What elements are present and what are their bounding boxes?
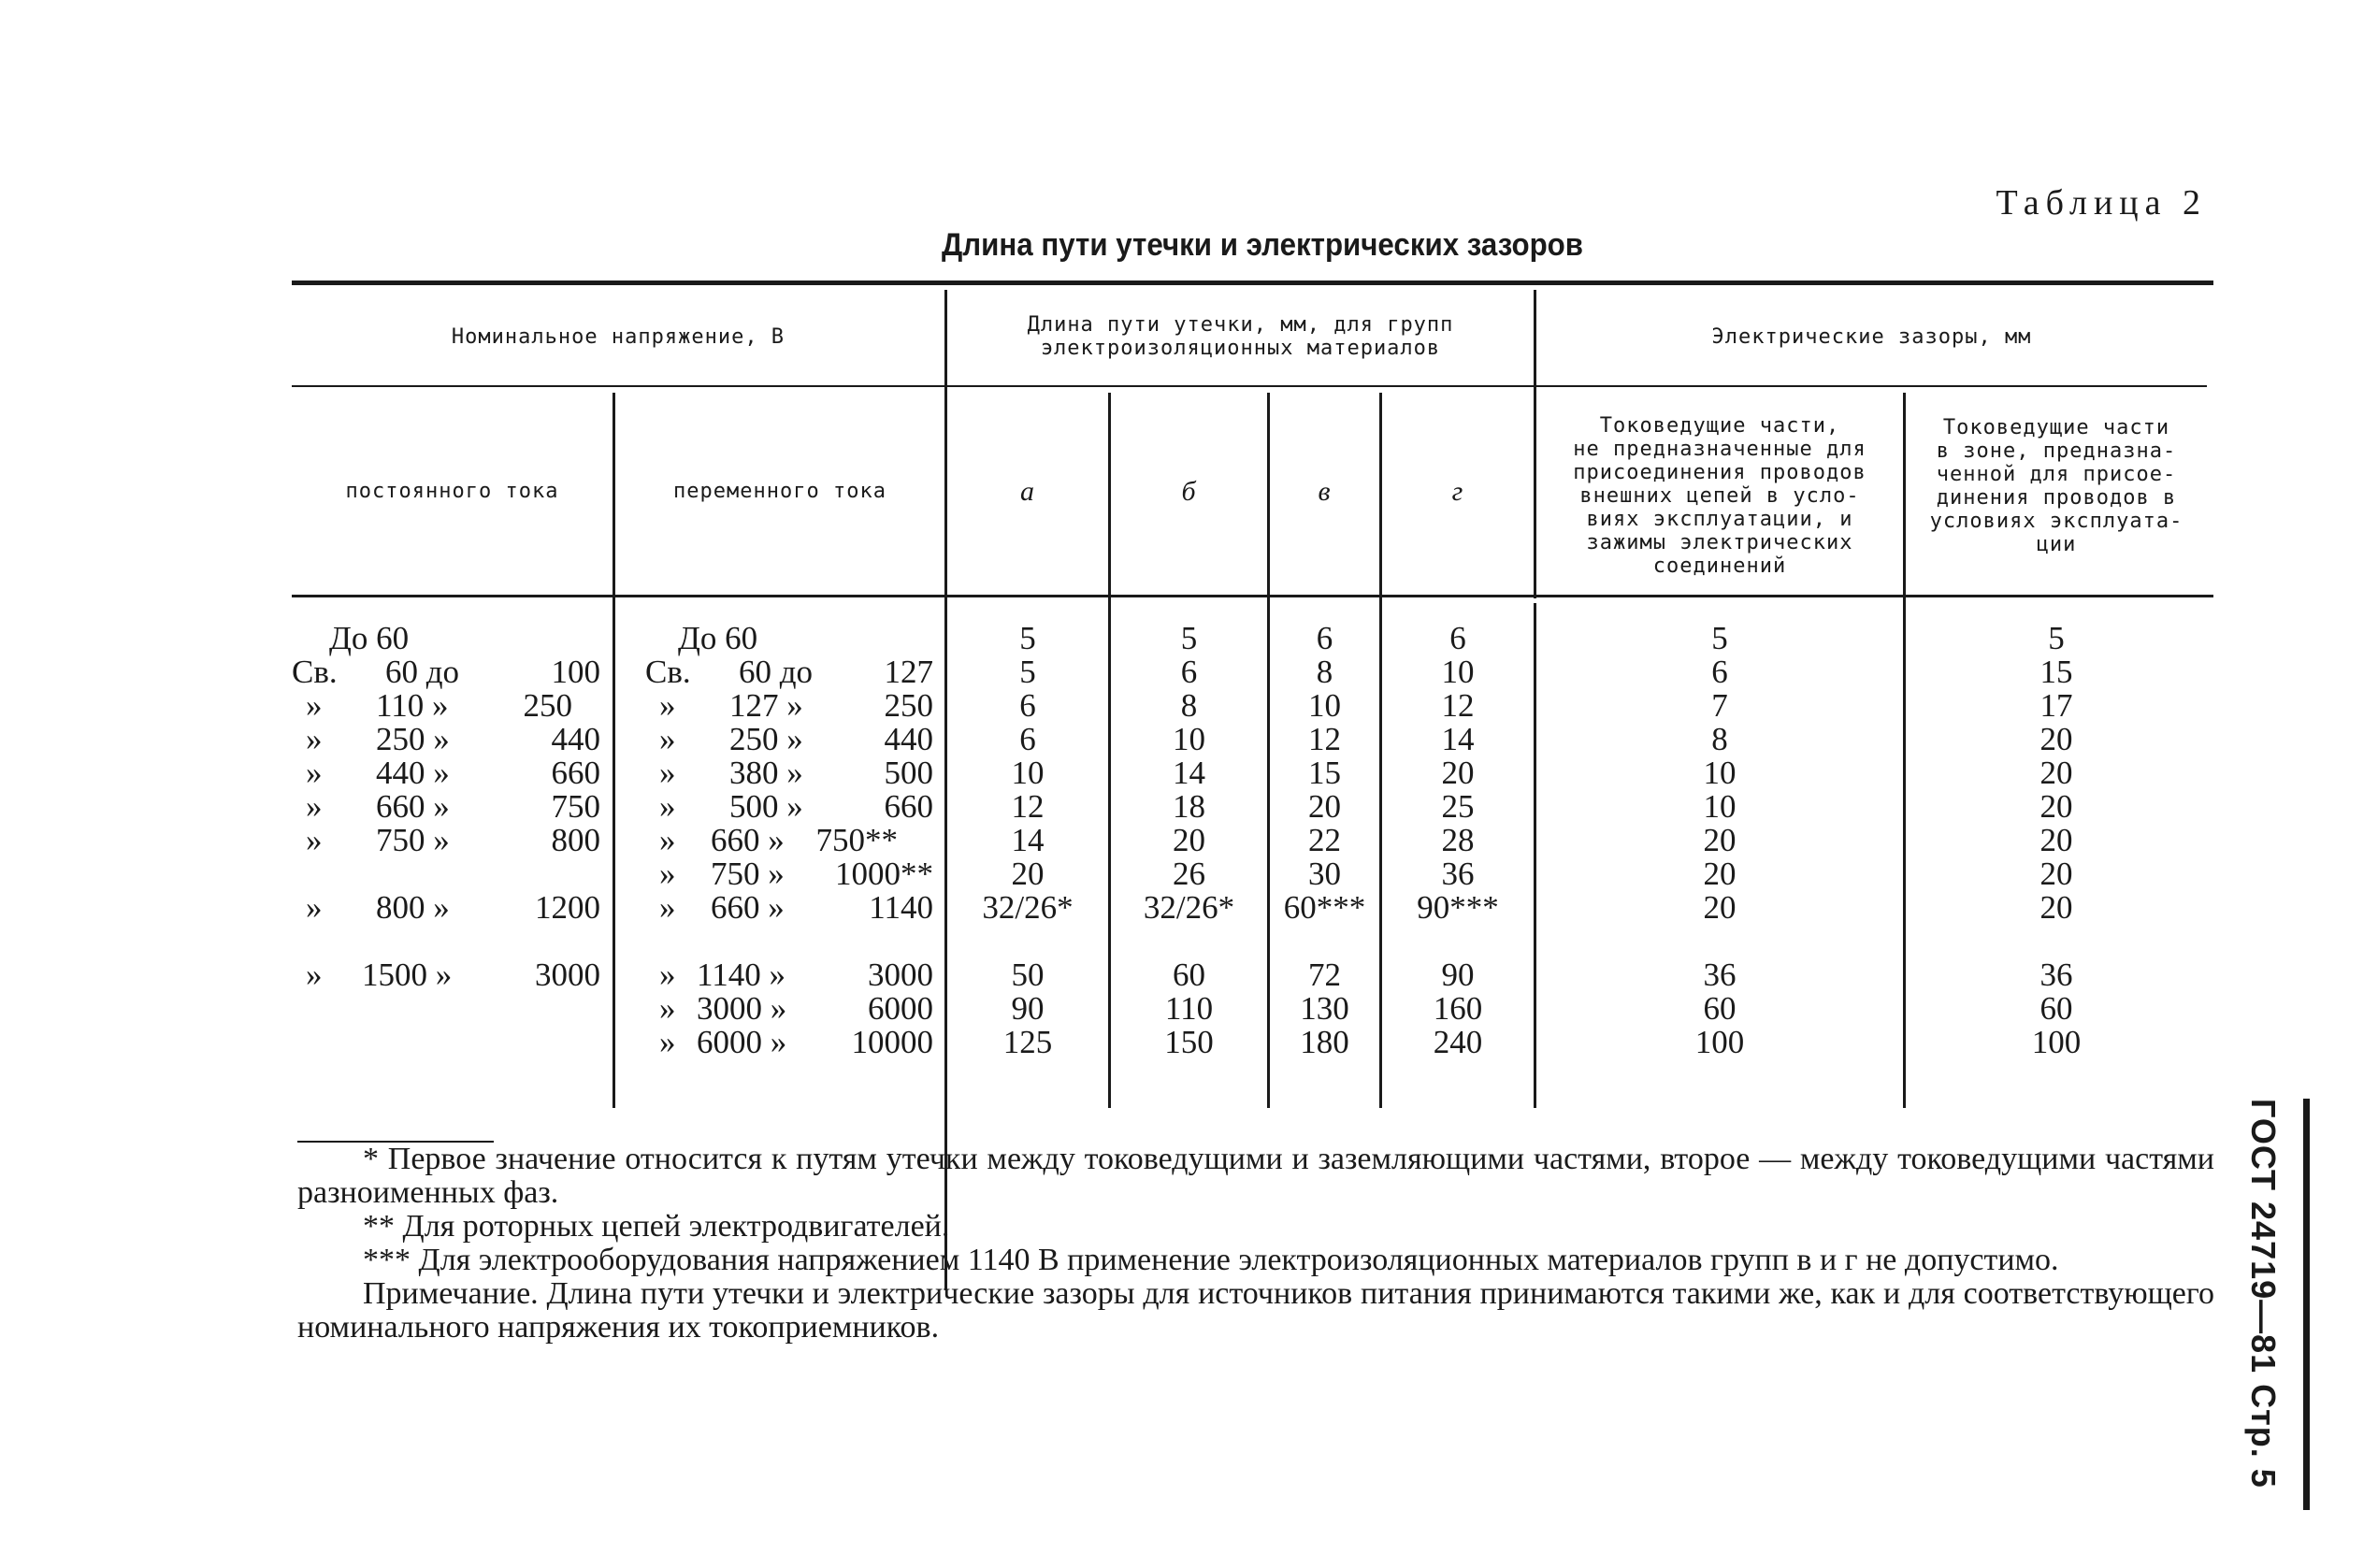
cell: 10 (1173, 721, 1205, 757)
cell: 6 (1711, 654, 1728, 690)
ac-row: До 60 (678, 620, 758, 656)
footnote-2: ** Для роторных цепей электродвигателей. (363, 1209, 950, 1244)
header-clearances: Электрические зазоры, мм (1711, 324, 2032, 349)
cell: 60 (2039, 990, 2073, 1027)
cell: 14 (1011, 822, 1045, 858)
cell: 12 (1308, 721, 1341, 757)
header-creepage: Длина пути утечки, мм, для групп электроизоляционных материалов (1027, 313, 1454, 360)
footnote-1: * Первое значение относится к путям утечки между токоведущими и заземляющими частями, второе — между токоведущими частями разноименных фаз. (297, 1142, 2214, 1210)
dc-row: Св. 60 до 100 (292, 654, 600, 690)
header-clearance-2: Токоведущие части в зоне, предназна- ченной для присое- динения проводов в условиях эксплуата- ции (1929, 416, 2183, 556)
cell: 60*** (1283, 889, 1366, 926)
cell: 20 (1308, 788, 1341, 825)
ac-row: » 660 » 750** (659, 822, 898, 858)
header-group-g: г (1451, 476, 1464, 507)
cell: 20 (2039, 856, 2073, 892)
cell: 6 (1019, 687, 1036, 724)
cell: 72 (1308, 957, 1341, 993)
cell: 60 (1173, 957, 1205, 993)
dc-row: » 750 » 800 (306, 822, 600, 858)
dc-row: » 800 » 1200 (306, 889, 600, 926)
cell: 20 (1441, 755, 1475, 791)
cell: 14 (1441, 721, 1475, 757)
cell: 6 (1449, 620, 1466, 656)
cell: 20 (2039, 822, 2073, 858)
ac-row: » 250 » 440 (659, 721, 933, 757)
dc-row: » 250 » 440 (306, 721, 600, 757)
table-title: Длина пути утечки и электрических зазоров (941, 227, 1584, 263)
cell: 5 (1180, 620, 1198, 656)
cell: 20 (1703, 889, 1737, 926)
cell: 10 (1011, 755, 1045, 791)
cell: 12 (1441, 687, 1475, 724)
cell: 50 (1011, 957, 1045, 993)
cell: 36 (1703, 957, 1737, 993)
cell: 5 (1019, 654, 1036, 690)
cell: 150 (1164, 1024, 1214, 1060)
cell: 8 (1316, 654, 1333, 690)
header-dc: постоянного тока (345, 480, 559, 503)
cell: 32/26* (982, 889, 1074, 926)
dc-voltage-column (292, 622, 600, 992)
cell: 130 (1300, 990, 1349, 1027)
creepage-a-column (947, 622, 1108, 1059)
cell: 5 (1711, 620, 1728, 656)
cell: 125 (1002, 1024, 1053, 1060)
ac-row: » 500 » 660 (659, 788, 933, 825)
header-clearance-1: Токоведущие части, не предназначенные для присоединения проводов внешних цепей в усло- виях эксплуатации, и зажимы электрических соединений (1573, 413, 1866, 578)
cell: 17 (2039, 687, 2073, 724)
header-group-a: а (1020, 476, 1035, 507)
side-bar (2303, 1099, 2310, 1510)
footnote-3: *** Для электрооборудования напряжением 1140 В применение электроизоляционных материалов групп в и г не допустимо. (363, 1243, 2059, 1277)
cell: 5 (1019, 620, 1036, 656)
header-bottom-rule (292, 595, 2213, 597)
cell: 6 (1180, 654, 1198, 690)
header-group-v: в (1318, 476, 1332, 507)
cell: 7 (1711, 687, 1728, 724)
ac-row: » 1140 » 3000 (659, 957, 933, 993)
cell: 20 (1173, 822, 1205, 858)
cell: 180 (1300, 1024, 1349, 1060)
cell: 6 (1316, 620, 1333, 656)
clearance-1-column (1536, 622, 1903, 1059)
table-label: Таблица 2 (1996, 183, 2207, 223)
note: Примечание. Длина пути утечки и электрические зазоры для источников питания принимаются такими же, как и для соответствующего номинального напряжения их токоприемников. (297, 1276, 2214, 1345)
cell: 25 (1441, 788, 1475, 825)
cell: 90 (1441, 957, 1475, 993)
ac-row: » 127 » 250 (659, 687, 933, 724)
cell: 32/26* (1143, 889, 1235, 926)
cell: 15 (1308, 755, 1341, 791)
dc-row: » 1500 » 3000 (306, 957, 600, 993)
cell: 10 (1441, 654, 1475, 690)
cell: 14 (1173, 755, 1205, 791)
cell: 12 (1011, 788, 1045, 825)
ac-row: » 6000 » 10000 (659, 1024, 933, 1060)
cell: 20 (2039, 889, 2073, 926)
header-ac: переменного тока (673, 480, 886, 503)
cell: 10 (1308, 687, 1341, 724)
cell: 15 (2039, 654, 2073, 690)
dc-row: » 660 » 750 (306, 788, 600, 825)
cell: 5 (2048, 620, 2065, 656)
cell: 18 (1173, 788, 1205, 825)
ac-row: » 660 » 1140 (659, 889, 933, 926)
clearance-2-column (1906, 622, 2207, 1059)
header-nominal-voltage: Номинальное напряжение, В (451, 324, 785, 349)
cell: 28 (1441, 822, 1475, 858)
cell: 20 (2039, 755, 2073, 791)
ac-row: » 750 » 1000** (659, 856, 933, 892)
cell: 20 (1703, 822, 1737, 858)
cell: 10 (1703, 788, 1737, 825)
cell: 240 (1433, 1024, 1483, 1060)
header-group-b: б (1181, 476, 1197, 507)
cell: 110 (1164, 990, 1214, 1027)
dc-row: » 440 » 660 (306, 755, 600, 791)
cell: 100 (1694, 1024, 1745, 1060)
side-label-text: ГОСТ 24719—81 Стр. 5 (2244, 1099, 2283, 1489)
cell: 6 (1019, 721, 1036, 757)
creepage-b-column (1111, 622, 1267, 1059)
cell: 90*** (1417, 889, 1499, 926)
cell: 100 (2031, 1024, 2082, 1060)
ac-row: Св. 60 до 127 (645, 654, 933, 690)
cell: 90 (1011, 990, 1045, 1027)
cell: 20 (1703, 856, 1737, 892)
cell: 26 (1173, 856, 1205, 892)
cell: 30 (1308, 856, 1341, 892)
cell: 20 (1011, 856, 1045, 892)
dc-row: До 60 (329, 620, 410, 656)
cell: 22 (1308, 822, 1341, 858)
cell: 60 (1703, 990, 1737, 1027)
cell: 36 (1441, 856, 1475, 892)
table-top-rule (292, 281, 2213, 285)
ac-voltage-column (645, 622, 933, 1059)
cell: 8 (1711, 721, 1728, 757)
dc-row: » 110 » 250 (306, 687, 572, 724)
cell: 20 (2039, 788, 2073, 825)
cell: 36 (2039, 957, 2073, 993)
footnotes (297, 1143, 2214, 1345)
cell: 10 (1703, 755, 1737, 791)
creepage-g-column (1382, 622, 1534, 1059)
cell: 20 (2039, 721, 2073, 757)
cell: 8 (1180, 687, 1198, 724)
header-rule-2 (1548, 385, 2207, 387)
side-label (2202, 1099, 2314, 1529)
creepage-v-column (1270, 622, 1379, 1059)
cell: 160 (1433, 990, 1483, 1027)
ac-row: » 380 » 500 (659, 755, 933, 791)
ac-row: » 3000 » 6000 (659, 990, 933, 1027)
